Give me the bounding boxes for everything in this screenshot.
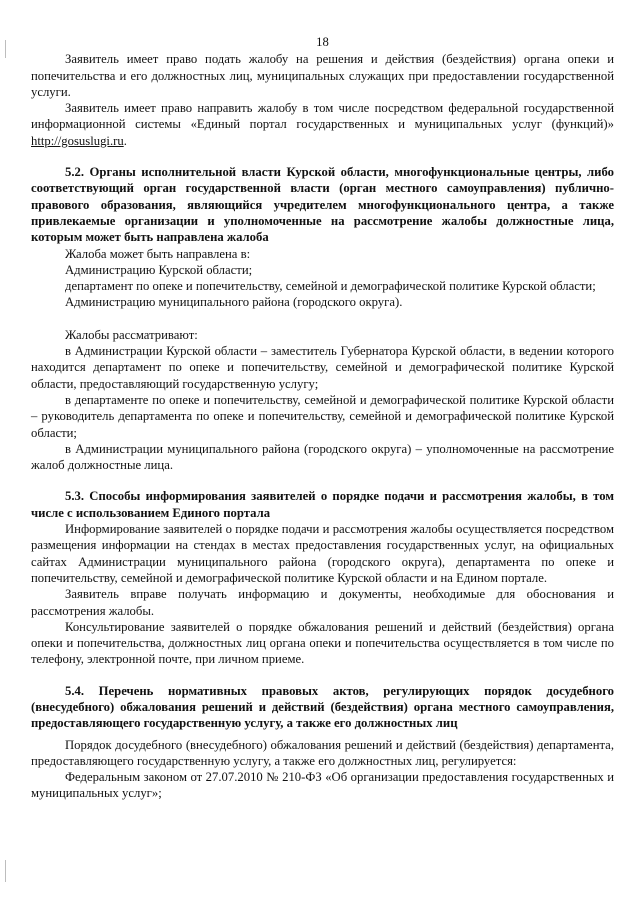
scan-margin-mark [5, 40, 6, 58]
reviewer-item: в Администрации муниципального района (городского округа) – уполномоченные на рассмотрение жалоб должностные лица. [31, 441, 614, 473]
spacer [31, 668, 614, 683]
section-5-2-line: Жалоба может быть направлена в: [65, 246, 251, 261]
intro-paragraph-2 [31, 100, 614, 149]
section-5-3-heading: 5.3. Способы информирования заявителей о порядке подачи и рассмотрения жалобы, в том числе с использованием Единого портала [31, 489, 614, 520]
section-5-3-paragraph: Консультирование заявителей о порядке обжалования решений и действий (бездействия) органа опеки и попечительства, должностных лиц органа опеки и попечительства осуществляется в том числе по телефону, электронной почте, при личном приеме. [31, 619, 614, 667]
section-5-2-heading: 5.2. Органы исполнительной власти Курской области, многофункциональные центры, либо соответствующий орган государственной власти (орган местного самоуправления) публично-правового образования, являющийся учредителем многофункционального центра, а также привлекаемые организации и уполномоченные на рассмотрение жалобы должностные лица, которым может быть направлена жалоба [31, 165, 614, 245]
spacer [31, 311, 614, 327]
intro-paragraph-2-end: . [123, 133, 127, 148]
intro-paragraph-1: Заявитель имеет право подать жалобу на решения и действия (бездействия) органа опеки и попечительства и его должностных лиц, муниципальных служащих при предоставлении государственной услуги. [31, 52, 614, 99]
scan-margin-mark [5, 860, 6, 882]
section-5-3-paragraph: Заявитель вправе получать информацию и документы, необходимые для обоснования и рассмотрения жалобы. [31, 587, 614, 618]
reviewers-intro: Жалобы рассматривают: [65, 327, 198, 342]
intro-paragraph-2-text: Заявитель имеет право направить жалобу в том числе посредством федеральной государственной информационной системы «Единый портал государственных и муниципальных услуг (функций)» [31, 101, 614, 132]
spacer [31, 149, 614, 164]
section-5-4-paragraph: Порядок досудебного (внесудебного) обжалования решений и действий (бездействия) департамента, предоставляющего государственную услугу, а также его должностных лиц, регулируется: [31, 737, 614, 768]
reviewer-item: в Администрации Курской области – заместитель Губернатора Курской области, в ведении которого находится департамент по опеке и попечительству, семейной и демографической политике Курской области, предоставляющий государственную услугу; [31, 344, 614, 391]
reviewer-item: в департаменте по опеке и попечительству, семейной и демографической политике Курской области – руководитель департамента по опеке и попечительству, семейной и демографической политике Курской области; [31, 392, 614, 440]
section-5-3-paragraph: Информирование заявителей о порядке подачи и рассмотрения жалобы осуществляется посредством размещения информации на стендах в местах предоставления государственных услуг, на официальных сайтах Администрации муниципального района (городского округа), департамента по опеке и попечительству, семейной и демографической политике Курской области и на Едином портале. [31, 522, 614, 585]
section-5-4-heading: 5.4. Перечень нормативных правовых актов, регулирующих порядок досудебного (внесудебного) обжалования решений и действий (бездействия) органа местного самоуправления, предоставляющего государственную услугу, а также его должностных лиц [31, 683, 614, 731]
page-number: 18 [316, 35, 329, 49]
spacer [31, 473, 614, 488]
document-page [31, 34, 614, 802]
gosuslugi-link[interactable]: http://gosuslugi.ru [31, 133, 124, 148]
section-5-2-line: департамент по опеке и попечительству, семейной и демографической политике Курской области; [65, 279, 596, 294]
section-5-2-line: Администрацию муниципального района (городского округа). [65, 295, 403, 310]
section-5-2-line: Администрацию Курской области; [65, 262, 253, 277]
section-5-4-paragraph: Федеральным законом от 27.07.2010 № 210-ФЗ «Об организации предоставления государственных и муниципальных услуг»; [31, 770, 614, 801]
